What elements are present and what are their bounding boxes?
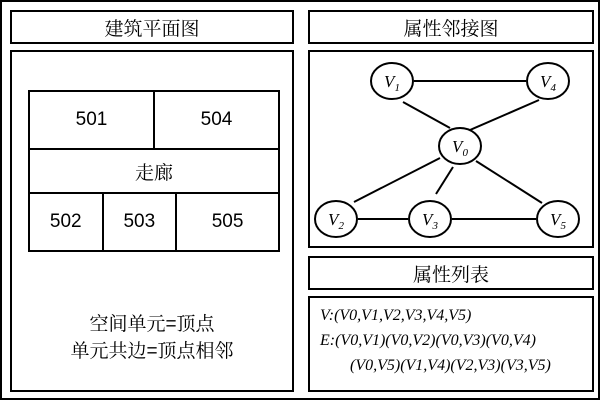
room-cell-502: 502 <box>49 211 82 233</box>
graph-nodes <box>315 63 579 237</box>
attribute-list-edges-1: E:(V0,V1)(V0,V2)(V0,V3)(V0,V4) <box>320 331 536 349</box>
left-panel-title <box>10 10 294 44</box>
edge-v1-v0 <box>403 102 450 128</box>
adjacency-graph-svg <box>310 52 592 246</box>
left-panel-title-text: 建筑平面图 <box>104 18 200 40</box>
edge-v0-v2 <box>354 158 440 202</box>
adjacency-graph-panel <box>308 50 594 248</box>
room-cell-504: 504 <box>153 92 278 148</box>
corridor-cell: 走廊 <box>134 162 173 184</box>
attribute-list-panel <box>308 296 594 392</box>
room-cell-503: 503 <box>102 194 176 250</box>
room-cell-505: 505 <box>175 194 278 250</box>
attribute-list-title-text: 属性列表 <box>412 264 489 286</box>
attribute-list-lines <box>320 304 584 378</box>
node-v0-label: $V_0$ <box>452 137 468 159</box>
graph-panel-title <box>308 10 594 44</box>
floor-plan-diagram <box>28 90 280 252</box>
graph-panel-title-text: 属性邻接图 <box>403 18 499 40</box>
floor-plan-row-bottom <box>30 194 278 250</box>
attribute-list-vertices: V:(V0,V1,V2,V3,V4,V5) <box>320 307 472 324</box>
edge-v0-v5 <box>476 161 542 203</box>
legend-line-2: 单元共边=顶点相邻 <box>70 340 234 362</box>
legend-line-1: 空间单元=顶点 <box>89 314 215 335</box>
floor-plan-legend <box>12 312 292 366</box>
node-v2-label: $V_2$ <box>328 210 344 232</box>
floor-plan-row-middle <box>30 148 278 195</box>
edge-v0-v4 <box>470 100 539 130</box>
node-v3-label: $V_3$ <box>422 210 438 232</box>
node-v1-label: $V_1$ <box>384 72 400 94</box>
attribute-list-edges-2: (V0,V5)(V1,V4)(V2,V3)(V3,V5) <box>350 356 551 374</box>
node-v5-label: $V_5$ <box>550 210 566 232</box>
floor-plan-panel <box>10 50 294 392</box>
edge-v0-v3 <box>436 167 453 194</box>
attribute-list-title <box>308 256 594 290</box>
room-cell-501: 501 <box>75 108 108 130</box>
floor-plan-row-top <box>30 92 278 148</box>
node-v4-label: $V_4$ <box>540 72 556 94</box>
